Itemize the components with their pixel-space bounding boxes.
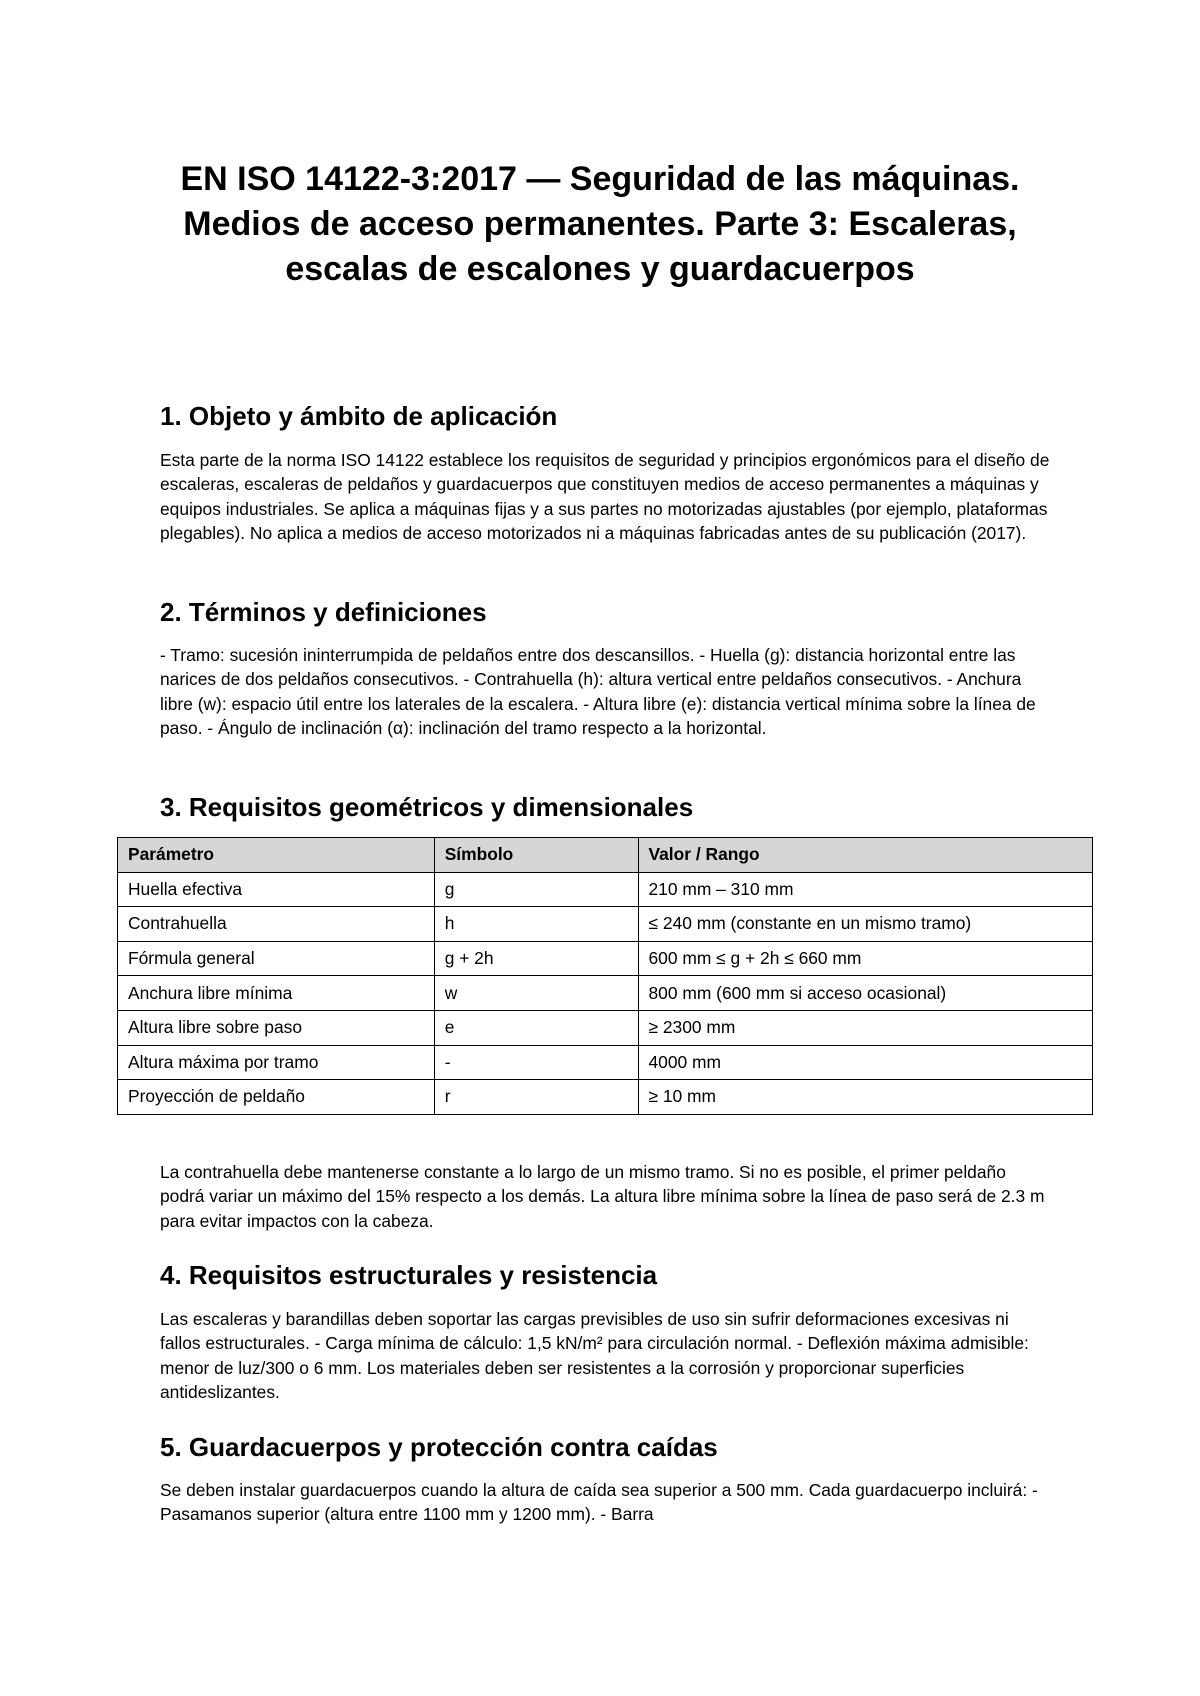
table-cell-parameter: Anchura libre mínima (118, 976, 435, 1011)
table-cell-parameter: Proyección de peldaño (118, 1080, 435, 1115)
table-cell-value: 800 mm (600 mm si acceso ocasional) (638, 976, 1093, 1011)
column-header-value: Valor / Rango (638, 838, 1093, 873)
document-title: EN ISO 14122-3:2017 — Seguridad de las máquinas. Medios de acceso permanentes. Parte 3: Escaleras, escalas de escalones y guardacuerpos (180, 160, 1020, 288)
section-paragraph-guardrails: Se deben instalar guardacuerpos cuando la altura de caída sea superior a 500 mm. Cada guardacuerpo incluirá: - Pasamanos superior (altura entre 1100 mm y 1200 mm). - Barra (160, 1480, 1038, 1525)
table-cell-parameter: Contrahuella (118, 907, 435, 942)
table-cell-symbol: g (434, 872, 638, 907)
table-row (118, 1045, 1093, 1080)
section-heading-scope: 1. Objeto y ámbito de aplicación (160, 401, 558, 431)
table-cell-parameter: Altura máxima por tramo (118, 1045, 435, 1080)
section-paragraph-scope: Esta parte de la norma ISO 14122 establece los requisitos de seguridad y principios ergonómicos para el diseño de escaleras, escaleras de peldaños y guardacuerpos que constituyen medios de acceso permanentes a máquinas y equipos industriales. Se aplica a máquinas fijas y a sus partes no motorizadas ajustables (por ejemplo, plataformas plegables). No aplica a medios de acceso motorizados ni a máquinas fabricadas antes de su publicación (2017). (160, 450, 1050, 544)
section-heading-geometric-requirements: 3. Requisitos geométricos y dimensionales (160, 792, 694, 822)
section-paragraph-geometric-notes: La contrahuella debe mantenerse constante a lo largo de un mismo tramo. Si no es posible, el primer peldaño podrá variar un máximo del 15% respecto a los demás. La altura libre mínima sobre la línea de paso será de 2.3 m para evitar impactos con la cabeza. (160, 1162, 1045, 1231)
table-cell-symbol: r (434, 1080, 638, 1115)
table-cell-parameter: Huella efectiva (118, 872, 435, 907)
table-cell-value: 4000 mm (638, 1045, 1093, 1080)
table-cell-value: 600 mm ≤ g + 2h ≤ 660 mm (638, 941, 1093, 976)
table-cell-symbol: h (434, 907, 638, 942)
table-row (118, 907, 1093, 942)
column-header-symbol: Símbolo (434, 838, 638, 873)
table-cell-value: 210 mm – 310 mm (638, 872, 1093, 907)
table-cell-value: ≤ 240 mm (constante en un mismo tramo) (638, 907, 1093, 942)
section-paragraph-structural-requirements: Las escaleras y barandillas deben soportar las cargas previsibles de uso sin sufrir deformaciones excesivas ni fallos estructurales. - Carga mínima de cálculo: 1,5 kN/m² para circulación normal. - Deflexión máxima admisible: menor de luz/300 o 6 mm. Los materiales deben ser resistentes a la corrosión y proporcionar superficies antideslizantes. (160, 1309, 1029, 1403)
table-row (118, 1080, 1093, 1115)
table-row (118, 941, 1093, 976)
table-cell-value: ≥ 10 mm (638, 1080, 1093, 1115)
table-row (118, 1010, 1093, 1045)
table-header-row (118, 838, 1093, 873)
section-paragraph-definitions: - Tramo: sucesión ininterrumpida de peldaños entre dos descansillos. - Huella (g): distancia horizontal entre las narices de dos peldaños consecutivos. - Contrahuella (h): altura vertical entre peldaños consecutivos. - Anchura libre (w): espacio útil entre los laterales de la escalera. - Altura libre (e): distancia vertical mínima sobre la línea de paso. - Ángulo de inclinación (α): inclinación del tramo respecto a la horizontal. (160, 645, 1036, 739)
section-heading-structural-requirements: 4. Requisitos estructurales y resistencia (160, 1260, 658, 1290)
section-heading-guardrails: 5. Guardacuerpos y protección contra caídas (160, 1432, 718, 1462)
table-row (118, 976, 1093, 1011)
table-cell-symbol: w (434, 976, 638, 1011)
requirements-table (117, 837, 1093, 1115)
column-header-parameter: Parámetro (118, 838, 435, 873)
table-cell-parameter: Fórmula general (118, 941, 435, 976)
section-heading-definitions: 2. Términos y definiciones (160, 597, 487, 627)
table-cell-parameter: Altura libre sobre paso (118, 1010, 435, 1045)
table-cell-symbol: g + 2h (434, 941, 638, 976)
table-row (118, 872, 1093, 907)
table-cell-value: ≥ 2300 mm (638, 1010, 1093, 1045)
table-cell-symbol: - (434, 1045, 638, 1080)
table-cell-symbol: e (434, 1010, 638, 1045)
